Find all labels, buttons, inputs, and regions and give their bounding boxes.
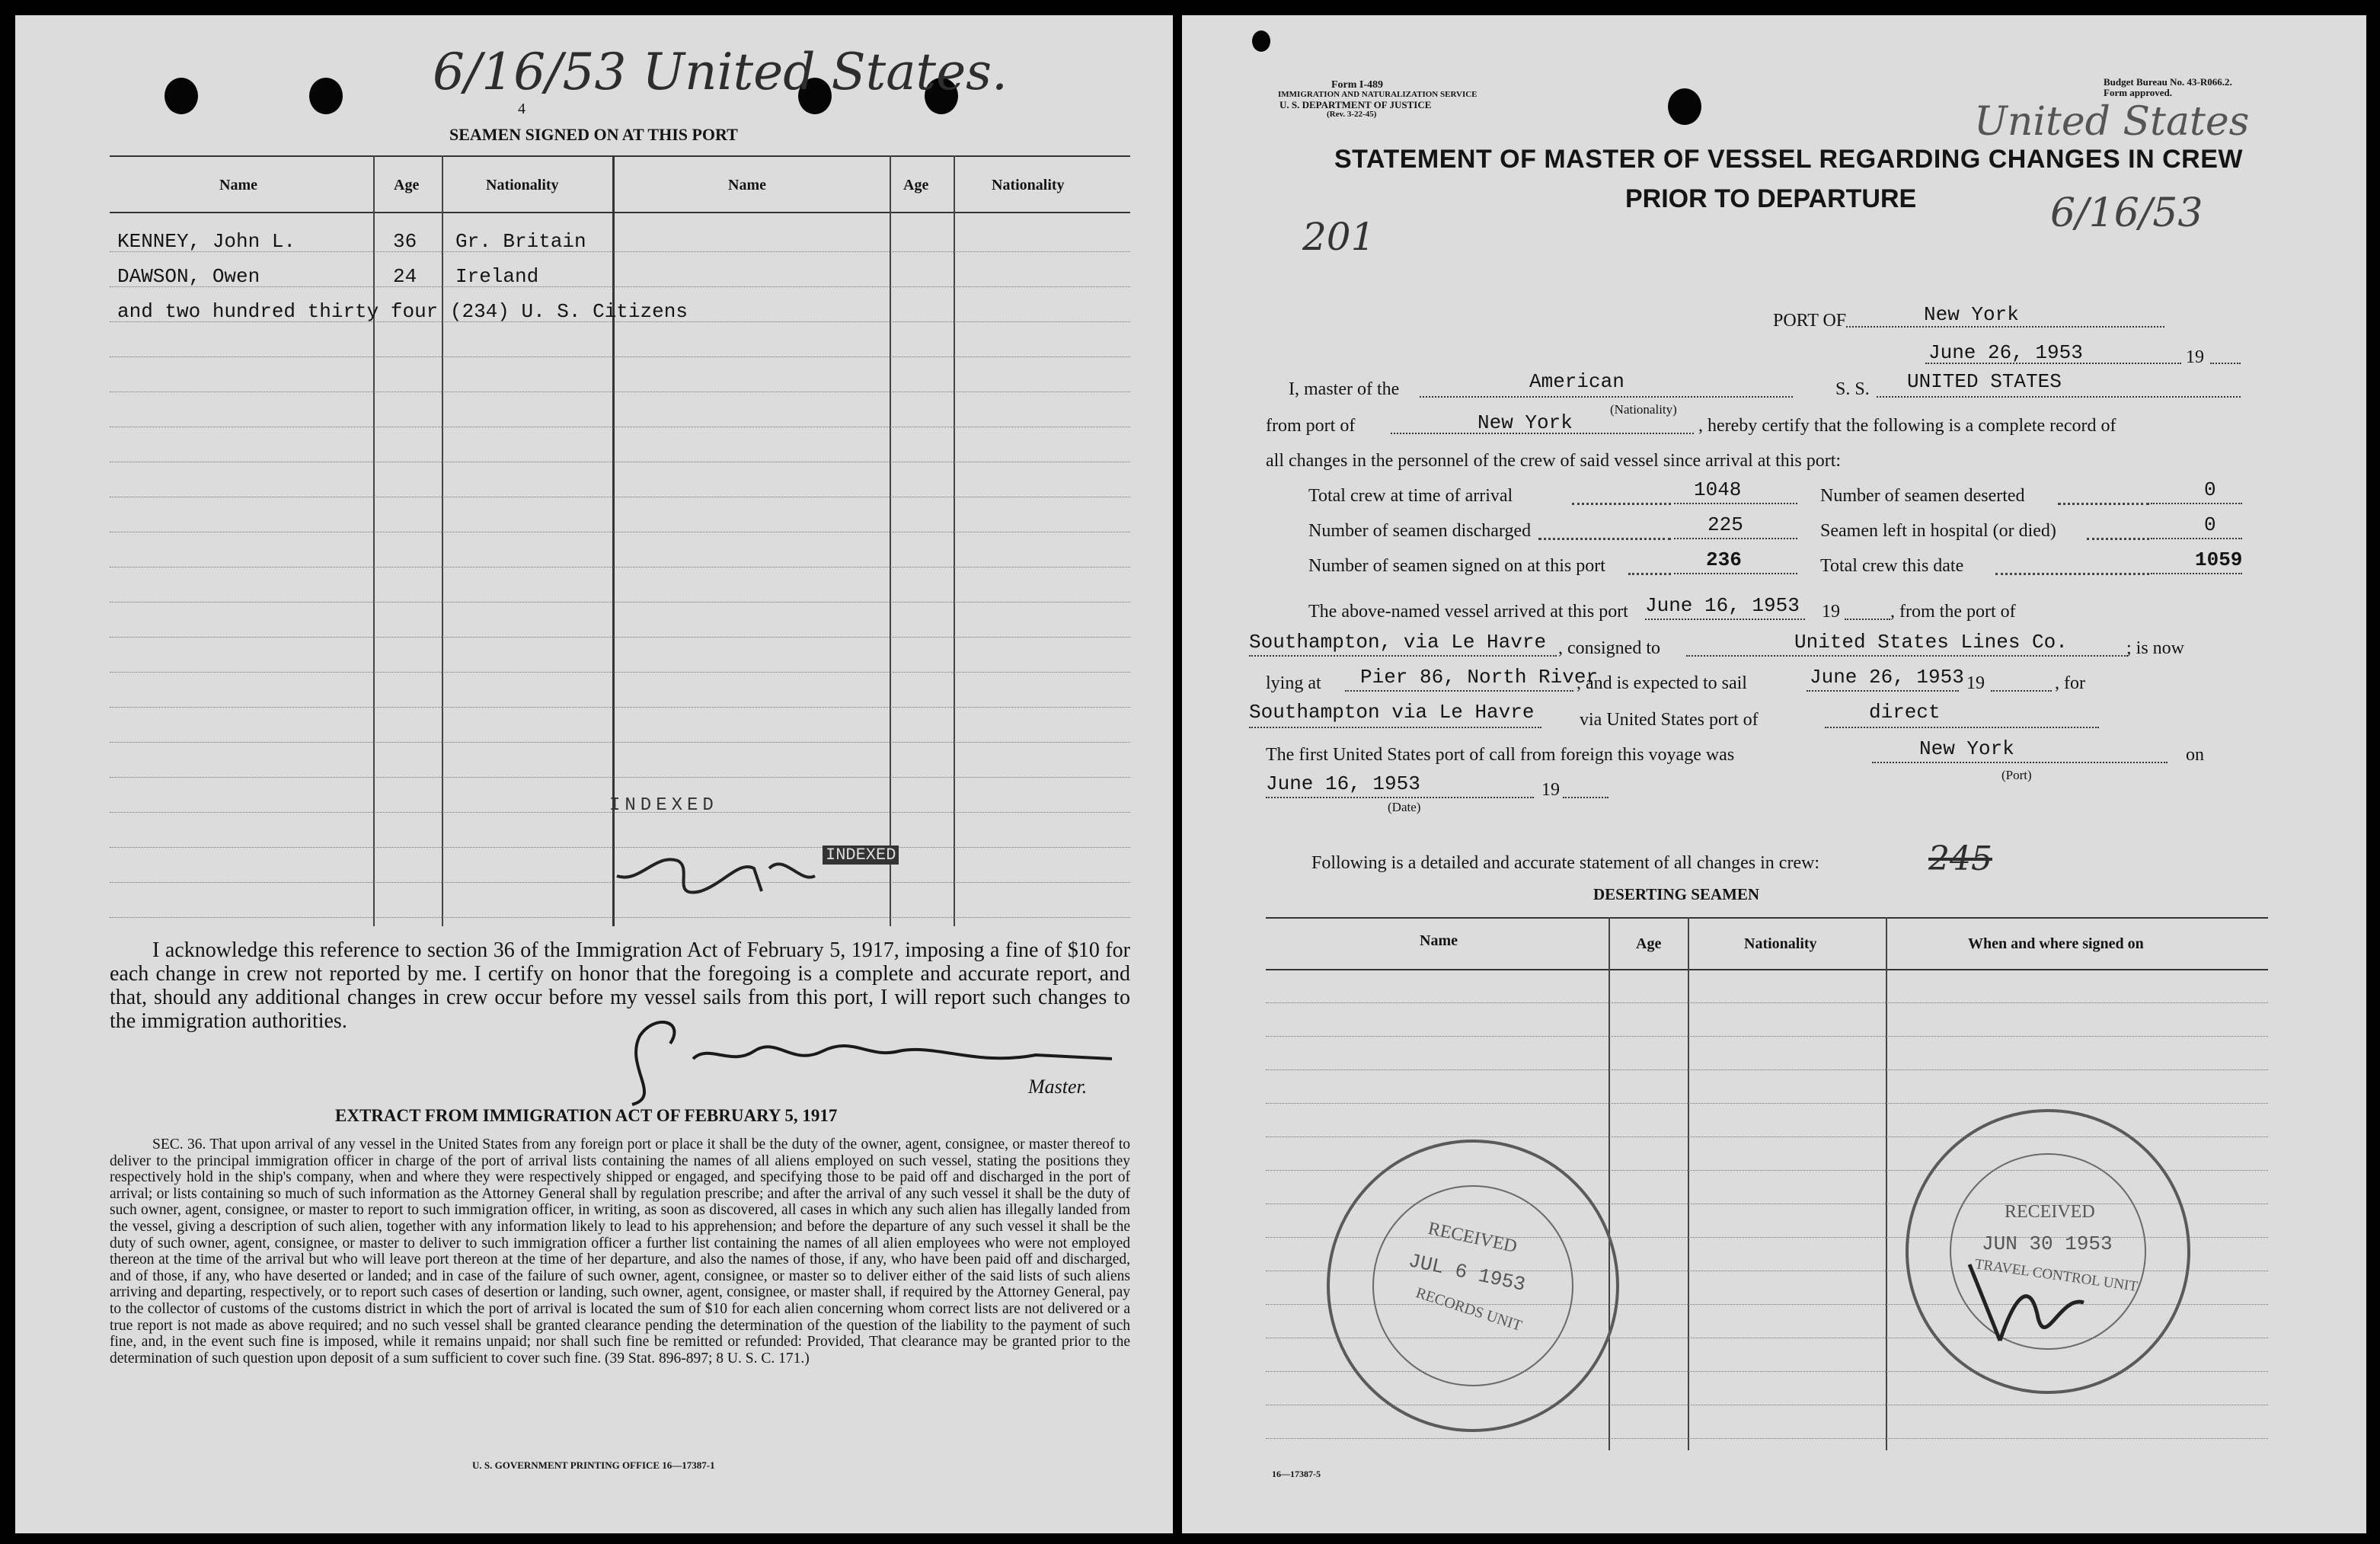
right-page [1182,15,2366,1533]
crew-age: 36 [393,230,417,253]
row-line [110,672,1130,673]
signed-on-value: 236 [1706,548,1742,571]
first-port-line [1872,762,2168,763]
row-line [1266,1002,2268,1003]
col-divider [1608,917,1610,1450]
row-line [1266,1438,2268,1439]
crew-name: DAWSON, Owen [117,265,260,288]
desert-col-signed-on: When and where signed on [1968,935,2144,952]
col-header-name: Name [219,177,257,193]
value-line [1674,573,1797,574]
lying-at-value: Pier 86, North River [1360,666,1599,689]
port-caption: (Port) [2001,768,2032,782]
indexed-stamp: INDEXED [823,846,899,865]
year-label: 19 [1822,602,1840,622]
year-line [1563,797,1608,798]
desert-col-age: Age [1636,935,1662,952]
desert-top-rule [1266,917,2268,919]
consignee-line [1686,655,2128,657]
deserted-value: 0 [2204,478,2216,501]
port-of-label: PORT OF [1773,311,1847,331]
stamp-unit: TRAVEL CONTROL UNIT [1973,1256,2139,1295]
summary-line: and two hundred thirty four (234) U. S. Citizens [117,300,688,323]
total-crew-date-value: 1059 [2195,548,2243,571]
form-approved: Form approved. [2104,87,2173,98]
consigned-label: , consigned to [1558,638,1660,658]
col-divider [373,155,375,926]
year-suffix: 19 [2186,347,2204,367]
crew-nationality: Gr. Britain [455,230,586,253]
following-label: Following is a detailed and accurate statement of all changes in crew: [1311,853,1820,873]
extract-title: EXTRACT FROM IMMIGRATION ACT OF FEBRUARY 5, 1917 [335,1106,838,1125]
row-line [110,251,1130,252]
row-line [110,286,1130,287]
changes-handwritten: 245 [1928,839,1992,878]
table-header-rule [110,212,1130,213]
col-header-age-2: Age [903,177,929,193]
initials-signature [609,838,838,906]
date-caption: (Date) [1388,800,1421,814]
arrived-value: June 16, 1953 [1645,594,1800,617]
port-of-line [1846,326,2164,328]
on-label: on [2186,745,2204,765]
stamp-unit: RECORDS UNIT [1414,1284,1525,1335]
first-port-value: New York [1919,737,2014,760]
leader-dots [2087,538,2149,540]
crew-nationality: Ireland [455,265,539,288]
lying-at-line [1345,690,1573,692]
indexed-stamp: INDEXED [609,795,718,816]
ship-name: UNITED STATES [1907,370,2062,393]
handwritten-header: 6/16/53 United States. [433,43,1008,101]
col-header-nationality-2: Nationality [992,177,1065,193]
printer-line: 16—17387-5 [1272,1469,1321,1479]
master-label: Master. [1028,1076,1088,1098]
col-header-name-2: Name [728,177,766,193]
punch-hole [1668,88,1701,125]
origin-value: Southampton, via Le Havre [1249,631,1547,654]
via-value: direct [1869,701,1941,724]
arrived-line [1645,619,1805,620]
from-port-of-label: , from the port of [1890,602,2016,622]
expected-sail-label: , and is expected to sail [1577,673,1747,693]
row-line [1266,1036,2268,1037]
crew-name: KENNEY, John L. [117,230,296,253]
value-line [2151,503,2242,504]
punch-hole [1252,30,1270,52]
row-line [110,742,1130,743]
table-top-rule [110,155,1130,157]
is-now-label: ; is now [2126,638,2185,658]
col-divider [442,155,443,926]
handwritten-date: 6/16/53 [2050,190,2203,236]
left-page [15,15,1173,1533]
acknowledgment-text: I acknowledge this reference to section 36 of the Immigration Act of February 5, 1917, imposing a fine of $10 for each change in crew not reported by me. I certify on honor that the foregoing is a complete and accurate report, and that, should any additional changes in crew occur before my vessel sails from this port, I will report such changes to the immigration authorities. [110,938,1130,1033]
col-divider [1688,917,1689,1450]
year-label: 19 [1541,780,1560,800]
date-value: June 26, 1953 [1928,341,2083,364]
agency-1: IMMIGRATION AND NATURALIZATION SERVICE [1278,90,1478,99]
certify-text-2: all changes in the personnel of the crew of said vessel since arrival at this port: [1266,451,1842,471]
for-label: , for [2055,673,2085,693]
table-title: SEAMEN SIGNED ON AT THIS PORT [449,125,738,144]
received-stamp [1327,1140,1619,1432]
nationality-line [1420,396,1793,398]
year-line [1991,690,2052,692]
destination-value: Southampton via Le Havre [1249,701,1535,724]
leader-dots [1995,573,2149,575]
total-crew-date-label: Total crew this date [1820,556,1964,576]
received-stamp [1906,1109,2190,1394]
total-crew-arrival-label: Total crew at time of arrival [1308,486,1513,506]
value-line [1674,503,1797,504]
extract-text: SEC. 36. That upon arrival of any vessel in the United States from any foreign port or place it shall be the duty of the owner, agent, consignee, or master thereof to deliver to the principal immigration officer in charge of the port of arrival lists containing the names of all aliens employed on such vessel, stating the positions they respectively hold in the ship's company, when and where they were respectively shipped or engaged, and specifying those to be paid off and discharged in the port of arrival; or lists containing so much of such information as the Attorney General shall by regulation prescribe; and after the arrival of any such vessel it shall be the duty of such owner, agent, consignee, or master to report to such immigration officer, in writing, as soon as discovered, all cases in which any such alien has illegally landed from the vessel, giving a description of such alien, together with any information likely to lead to his apprehension; and before the departure of any such vessel it shall be the duty of such owner, agent, consignee, or master to deliver to such immigration officer a further list containing the names of all alien employees who were not employed thereon at the time of the arrival but who will leave port thereon at the time of her departure, and also the names of those, if any, who have been paid off and discharged, and of those, if any, who have deserted or landed; and in case of the failure of such owner, agent, consignee, or master so to deliver either of the said lists of such aliens arriving and departing, respectively, or to report such cases of desertion or landing, such owner, agent, consignee, or master shall, if required by the Attorney General, pay to the collector of customs of the customs district in which the port of arrival is located the sum of $10 for each alien concerning whom correct lists are not delivered or a true report is not made as above required; and no such vessel shall be granted clearance pending the determination of the question of the liability to the payment of such fine, and, in the event such fine is imposed, while it remains unpaid; nor shall such fine be remitted or refunded: Provided, That clearance may be granted prior to the determination of such question upon deposit of a sum sufficient to cover such fine. (39 Stat. 896-897; 8 U. S. C. 171.) [110,1136,1130,1367]
year-line [2210,363,2241,364]
row-line [1266,1069,2268,1070]
from-port-label: from port of [1266,416,1356,436]
arrived-label: The above-named vessel arrived at this port [1308,602,1628,622]
via-label: via United States port of [1580,710,1759,730]
form-title-line2: PRIOR TO DEPARTURE [1625,184,1917,213]
year-label: 19 [1966,673,1985,693]
stamp-date: JUL 6 1953 [1406,1249,1528,1296]
value-line [2151,538,2242,539]
consignee-value: United States Lines Co. [1794,631,2068,654]
leader-dots [2058,503,2149,505]
punch-hole [165,78,198,114]
budget-bureau: Budget Bureau No. 43-R066.2. [2104,76,2232,88]
destination-line [1249,727,1541,728]
col-divider [890,155,891,926]
row-line [110,707,1130,708]
hospital-label: Seamen left in hospital (or died) [1820,521,2056,541]
master-of-label: I, master of the [1289,379,1400,399]
row-line [110,356,1130,357]
agency-2: U. S. DEPARTMENT OF JUSTICE [1279,99,1432,110]
discharged-value: 225 [1708,513,1743,536]
first-port-label: The first United States port of call from foreign this voyage was [1266,745,1735,765]
leader-dots [1628,573,1671,575]
value-line [1674,538,1797,539]
deserting-title: DESERTING SEAMEN [1593,885,1760,903]
stamp-date: JUN 30 1953 [1982,1232,2113,1255]
port-of-value: New York [1924,303,2019,326]
punch-hole [309,78,343,114]
row-line [1266,1103,2268,1104]
stamp-initials [1954,1249,2107,1356]
printer-line: U. S. GOVERNMENT PRINTING OFFICE 16—17387-1 [472,1459,715,1471]
ship-line [1877,396,2241,398]
lying-at-label: lying at [1266,673,1321,693]
from-port-value: New York [1478,411,1573,434]
deserted-label: Number of seamen deserted [1820,486,2025,506]
handwritten-top-right: United States [1974,99,2250,145]
stamp-received: RECEIVED [2005,1202,2095,1222]
handwritten-number: 201 [1302,215,1375,259]
nationality-caption: (Nationality) [1610,402,1677,417]
total-crew-arrival-value: 1048 [1694,478,1742,501]
desert-col-nationality: Nationality [1744,935,1817,952]
first-port-date-value: June 16, 1953 [1266,772,1420,795]
col-header-nationality: Nationality [486,177,559,193]
leader-dots [1572,503,1671,505]
via-line [1825,727,2099,728]
row-line [110,321,1130,322]
value-line [2151,573,2242,574]
discharged-label: Number of seamen discharged [1308,521,1532,541]
ss-label: S. S. [1835,379,1870,399]
row-line [110,777,1130,778]
stamp-received: RECEIVED [1426,1218,1519,1258]
nationality-value: American [1529,370,1624,393]
leader-dots [1538,538,1671,540]
row-line [110,637,1130,638]
origin-line [1249,655,1557,657]
form-number: Form I-489 [1331,79,1384,91]
form-revision: (Rev. 3-22-45) [1327,110,1377,119]
certify-text: , hereby certify that the following is a complete record of [1698,416,2116,436]
page-number: 4 [518,101,526,117]
form-title-line1: STATEMENT OF MASTER OF VESSEL REGARDING CHANGES IN CREW [1334,145,2243,174]
row-line [110,602,1130,603]
sail-date-value: June 26, 1953 [1810,666,1964,689]
col-divider [954,155,955,926]
year-line [1845,619,1890,620]
signed-on-label: Number of seamen signed on at this port [1308,556,1605,576]
desert-header-rule [1266,969,2268,970]
col-divider [1886,917,1887,1450]
crew-age: 24 [393,265,417,288]
sail-line [1807,690,1959,692]
hospital-value: 0 [2204,513,2216,536]
col-header-age: Age [394,177,420,193]
row-line [110,917,1130,918]
first-port-date-line [1266,797,1534,798]
desert-col-name: Name [1420,932,1458,949]
